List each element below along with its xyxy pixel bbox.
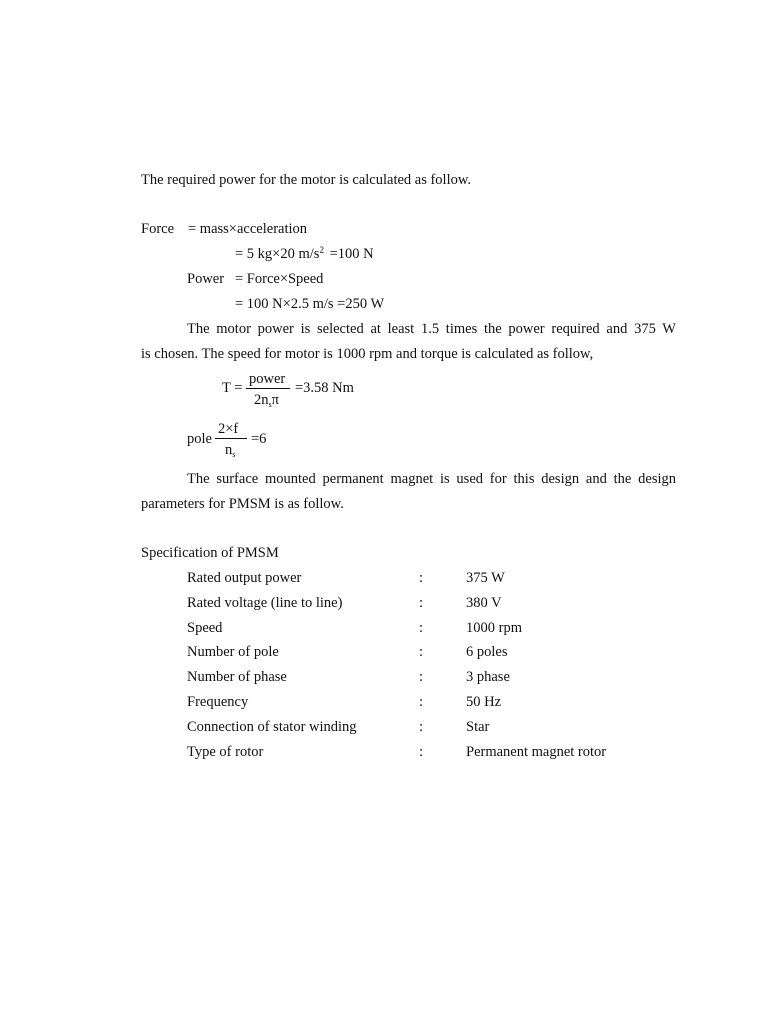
power-rhs: = Force×Speed: [235, 271, 324, 287]
force-rhs: = mass×acceleration: [188, 221, 308, 237]
spec-label: Number of phase: [187, 669, 287, 685]
torque-denominator-sub: s: [268, 400, 272, 409]
torque-denominator: [254, 393, 279, 408]
spec-colon: :: [419, 669, 424, 685]
spec-colon: :: [419, 719, 424, 735]
force-result: =100 N: [329, 246, 374, 262]
power-result: =250 W: [337, 296, 385, 312]
spec-label: Frequency: [187, 694, 249, 710]
force-exponent: 2: [319, 245, 324, 255]
pole-denominator-main: n: [225, 442, 233, 458]
spec-value: Star: [466, 719, 490, 735]
torque-numerator: power: [249, 371, 286, 387]
pole-numerator: 2×f: [218, 421, 239, 437]
force-label: Force: [141, 221, 175, 237]
para2-line2: parameters for PMSM is as follow.: [141, 496, 344, 512]
para1-line1: The motor power is selected at least 1.5 times the power required and 375 W: [187, 321, 676, 337]
spec-colon: :: [419, 694, 424, 710]
spec-label: Rated voltage (line to line): [187, 595, 343, 611]
spec-label: Connection of stator winding: [187, 719, 357, 735]
power-values-text: = 100 N×2.5 m/s: [235, 296, 334, 312]
spec-title: Specification of PMSM: [141, 545, 279, 561]
spec-colon: :: [419, 744, 424, 760]
spec-label: Type of rotor: [187, 744, 264, 760]
force-values-text: = 5 kg×20 m/s: [235, 246, 320, 262]
pole-lhs: pole: [187, 431, 212, 447]
pole-denominator: [225, 443, 235, 458]
spec-label: Number of pole: [187, 644, 279, 660]
spec-colon: :: [419, 620, 424, 636]
spec-label: Speed: [187, 620, 223, 636]
torque-result: =3.58 Nm: [295, 380, 354, 396]
spec-colon: :: [419, 570, 424, 586]
force-values: [235, 247, 374, 262]
spec-label: Rated output power: [187, 570, 302, 586]
spec-value: 1000 rpm: [466, 620, 522, 636]
spec-colon: :: [419, 644, 424, 660]
spec-value: 380 V: [466, 595, 502, 611]
spec-value: 375 W: [466, 570, 505, 586]
torque-denominator-main: 2n: [254, 392, 269, 408]
spec-colon: :: [419, 595, 424, 611]
spec-value: 50 Hz: [466, 694, 502, 710]
para1-line2: is chosen. The speed for motor is 1000 rpm and torque is calculated as follow,: [141, 346, 594, 362]
torque-lhs: T =: [222, 380, 243, 396]
intro-text: The required power for the motor is calculated as follow.: [141, 172, 472, 188]
para2-line1: The surface mounted permanent magnet is used for this design and the design: [187, 471, 676, 487]
pole-fraction-bar: [215, 438, 247, 439]
power-values: [235, 297, 384, 312]
spec-value: Permanent magnet rotor: [466, 744, 607, 760]
pole-denominator-sub: s: [232, 450, 236, 459]
torque-pi: π: [271, 392, 279, 408]
pole-result: =6: [251, 431, 267, 447]
spec-value: 3 phase: [466, 669, 510, 685]
torque-fraction-bar: [246, 388, 290, 389]
power-label: Power: [187, 271, 225, 287]
spec-value: 6 poles: [466, 644, 508, 660]
